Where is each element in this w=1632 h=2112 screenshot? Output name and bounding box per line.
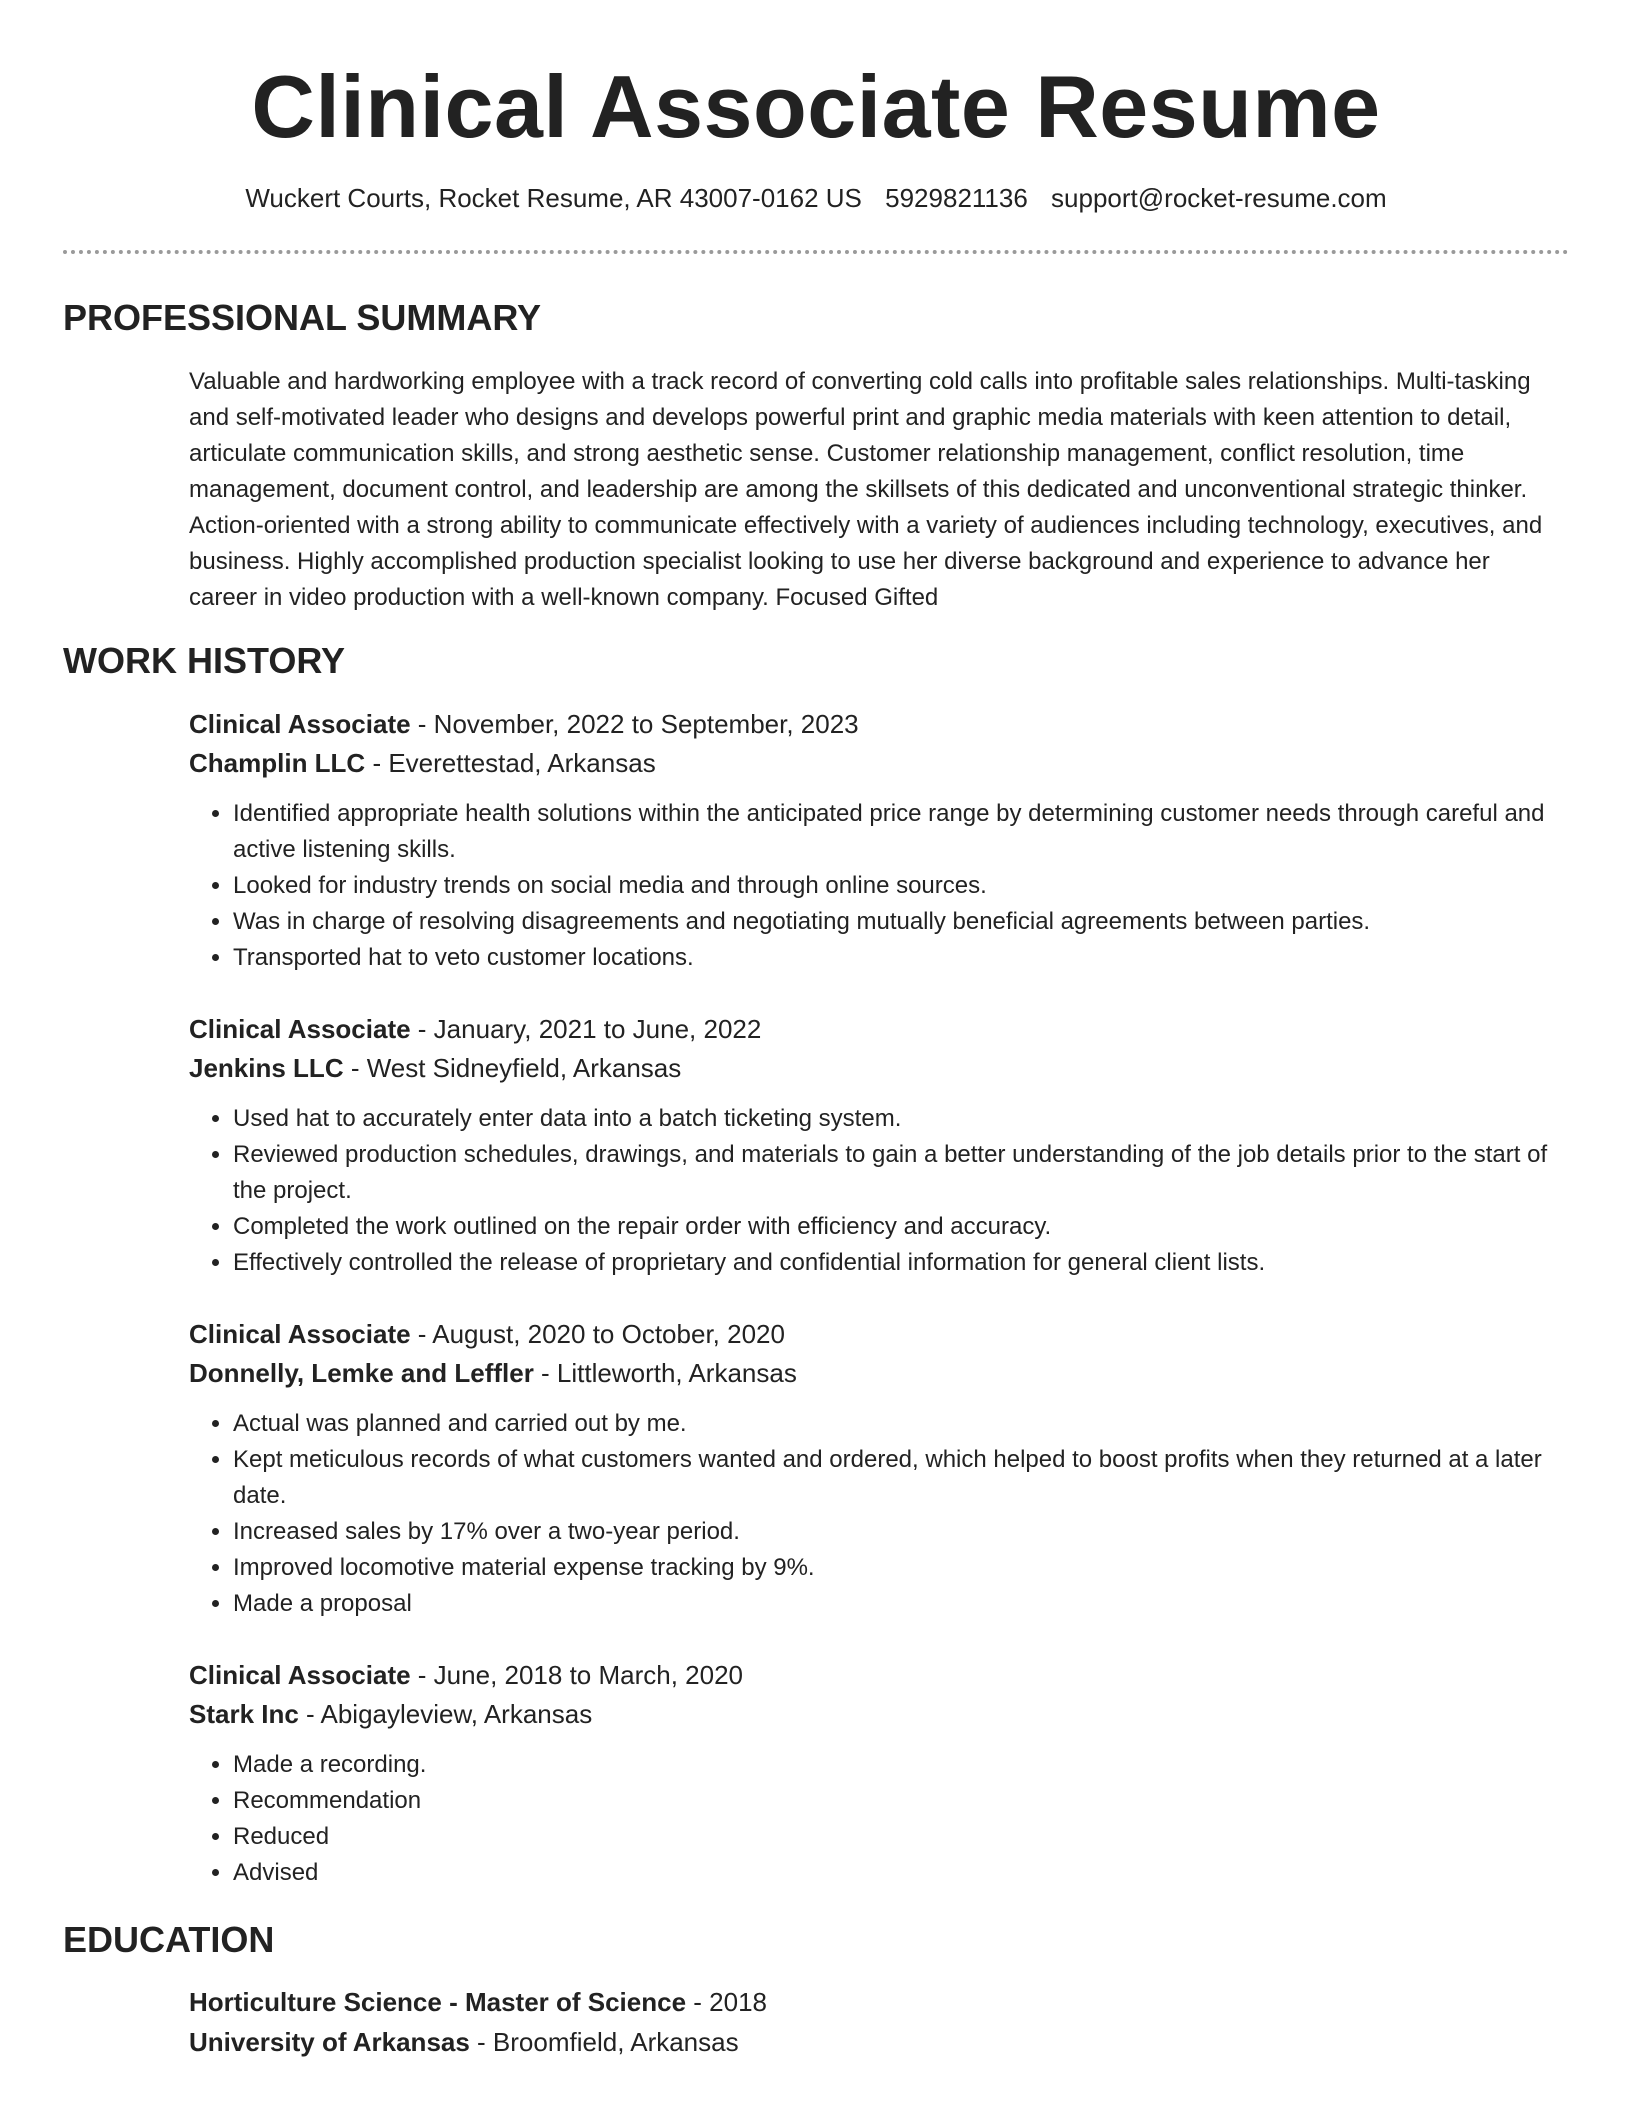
- job-company: Donnelly, Lemke and Leffler: [189, 1358, 534, 1388]
- contact-phone: 5929821136: [885, 183, 1028, 213]
- summary-text: Valuable and hardworking employee with a track record of converting cold calls into profitable sales relationships. Multi-tasking and self-motivated leader who designs and develops powerful print and graphic media materials with keen attention to detail, articulate communication skills, and strong aesthetic sense. Customer relationship management, conflict resolution, time management, document control, and leadership are among the skillsets of this dedicated and unconventional strategic thinker. Action-oriented with a strong ability to communicate effectively with a variety of audiences including technology, executives, and business. Highly accomplished production specialist looking to use her diverse background and experience to advance her career in video production with a well-known company. Focused Gifted: [189, 368, 1543, 611]
- job-title: Clinical Associate: [189, 709, 411, 739]
- job-duties-list: [189, 1747, 1561, 1891]
- duty-item: • Transported hat to veto customer locations.: [233, 940, 1561, 976]
- job-dates: - August, 2020 to October, 2020: [410, 1319, 785, 1349]
- job-company-line: [189, 1355, 797, 1391]
- duty-item: • Recommendation: [233, 1783, 1561, 1819]
- job-location: - Abigayleview, Arkansas: [298, 1699, 593, 1729]
- job-title-line: [189, 1011, 761, 1047]
- duty-item: • Made a proposal: [233, 1586, 1561, 1622]
- contact-address: Wuckert Courts, Rocket Resume, AR 43007-0162 US: [245, 183, 862, 213]
- education-year: - 2018: [686, 1987, 767, 2017]
- duty-item: • Reviewed production schedules, drawings, and materials to gain a better understanding of the job details prior to the start of the project.: [233, 1137, 1561, 1209]
- education-degree: Horticulture Science - Master of Science: [189, 1987, 687, 2017]
- resume-title: Clinical Associate Resume: [251, 57, 1381, 156]
- job-title-line: [189, 1657, 743, 1693]
- education-heading: EDUCATION: [63, 1919, 275, 1960]
- job-duties-list: [189, 1406, 1561, 1622]
- job-company-line: [189, 1696, 592, 1732]
- job-company-line: [189, 745, 656, 781]
- duty-item: • Advised: [233, 1855, 1561, 1891]
- job-dates: - January, 2021 to June, 2022: [410, 1014, 762, 1044]
- duty-item: • Identified appropriate health solutions within the anticipated price range by determining customer needs through careful and active listening skills.: [233, 796, 1561, 868]
- duty-item: • Looked for industry trends on social media and through online sources.: [233, 868, 1561, 904]
- job-location: - Littleworth, Arkansas: [533, 1358, 797, 1388]
- education-school-line: [189, 2024, 739, 2060]
- duty-item: • Increased sales by 17% over a two-year period.: [233, 1514, 1561, 1550]
- job-company: Stark Inc: [189, 1699, 299, 1729]
- summary-heading: PROFESSIONAL SUMMARY: [63, 297, 542, 338]
- duty-item: • Effectively controlled the release of proprietary and confidential information for general client lists.: [233, 1245, 1561, 1281]
- duty-item: • Kept meticulous records of what customers wanted and ordered, which helped to boost profits when they returned at a later date.: [233, 1442, 1561, 1514]
- education-degree-line: [189, 1984, 767, 2020]
- header-divider: [63, 250, 1569, 254]
- education-school: University of Arkansas: [189, 2027, 470, 2057]
- duty-item: • Improved locomotive material expense tracking by 9%.: [233, 1550, 1561, 1586]
- job-duties-list: [189, 1101, 1561, 1281]
- duty-item: • Made a recording.: [233, 1747, 1561, 1783]
- job-title: Clinical Associate: [189, 1660, 411, 1690]
- job-title-line: [189, 1316, 785, 1352]
- job-title: Clinical Associate: [189, 1319, 411, 1349]
- job-location: - Everettestad, Arkansas: [365, 748, 656, 778]
- duty-item: • Completed the work outlined on the repair order with efficiency and accuracy.: [233, 1209, 1561, 1245]
- job-company: Champlin LLC: [189, 748, 366, 778]
- duty-item: • Reduced: [233, 1819, 1561, 1855]
- work-history-heading: WORK HISTORY: [63, 640, 346, 681]
- job-title-line: [189, 706, 859, 742]
- duty-item: • Was in charge of resolving disagreements and negotiating mutually beneficial agreements between parties.: [233, 904, 1561, 940]
- duty-item: • Actual was planned and carried out by me.: [233, 1406, 1561, 1442]
- job-company: Jenkins LLC: [189, 1053, 344, 1083]
- job-company-line: [189, 1050, 681, 1086]
- contact-line: [0, 180, 1632, 216]
- contact-email: support@rocket-resume.com: [1051, 183, 1387, 213]
- education-location: - Broomfield, Arkansas: [469, 2027, 739, 2057]
- job-duties-list: [189, 796, 1561, 976]
- duty-item: • Used hat to accurately enter data into a batch ticketing system.: [233, 1101, 1561, 1137]
- job-location: - West Sidneyfield, Arkansas: [343, 1053, 682, 1083]
- job-title: Clinical Associate: [189, 1014, 411, 1044]
- job-dates: - November, 2022 to September, 2023: [410, 709, 859, 739]
- job-dates: - June, 2018 to March, 2020: [410, 1660, 744, 1690]
